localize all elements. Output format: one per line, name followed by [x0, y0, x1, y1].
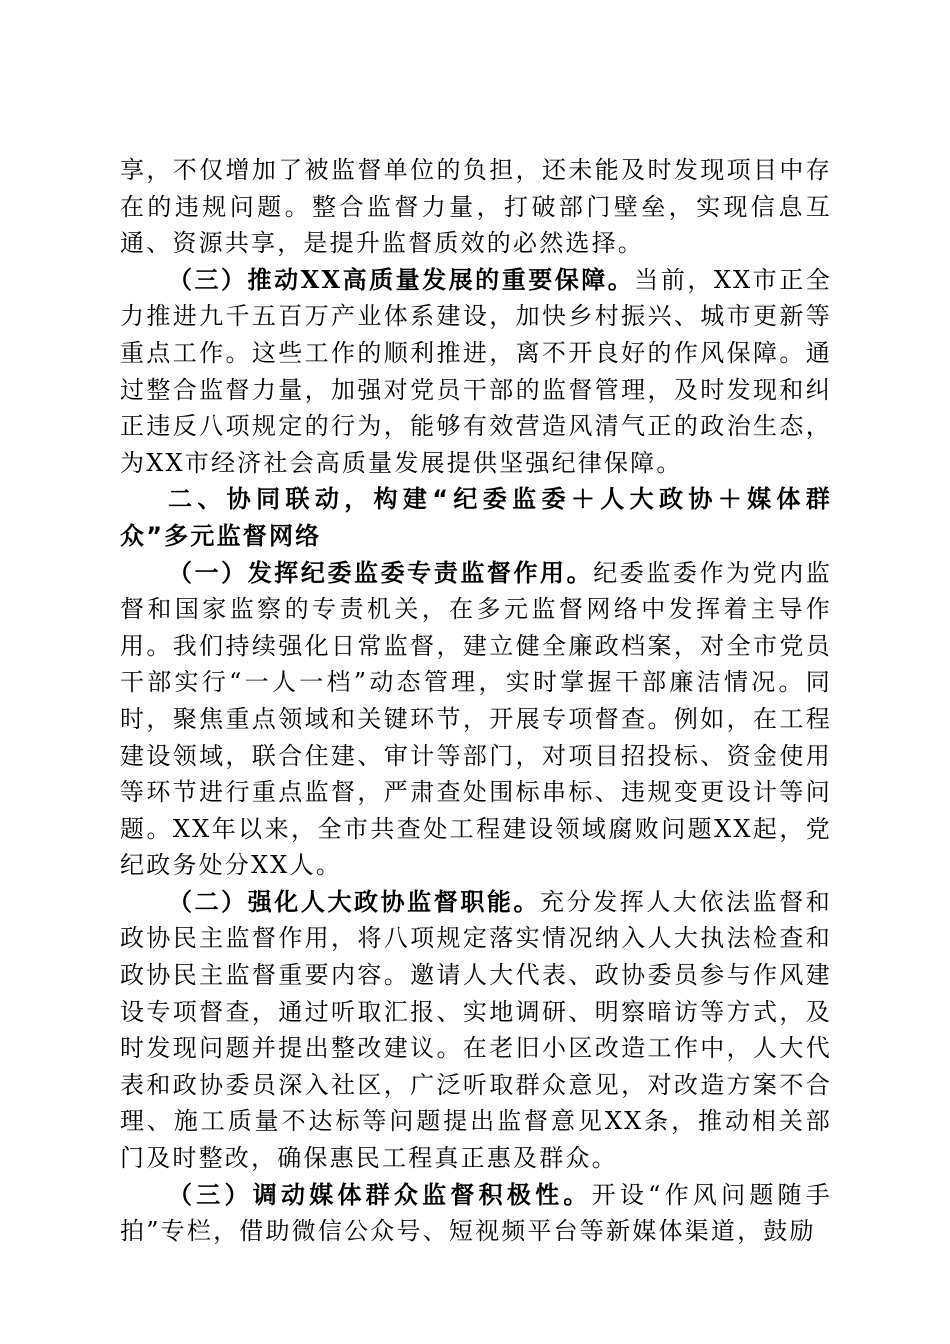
paragraph-discipline-commission	[120, 555, 832, 884]
paragraph-text: 享，不仅增加了被监督单位的负担，还未能及时发现项目中存在的违规问题。整合监督力量，打破部门壁垒，实现信息互通、资源共享，是提升监督质效的必然选择。	[120, 156, 832, 258]
paragraph-guarantee	[120, 262, 832, 482]
paragraph-lead: （二）强化人大政协监督职能。	[168, 886, 541, 916]
paragraph-lead: （三）调动媒体群众监督积极性。	[168, 1179, 592, 1209]
paragraph-text: 充分发挥人大依法监督和政协民主监督作用，将八项规定落实情况纳入人大执法检查和政协民主监督重要内容。邀请人大代表、政协委员参与作风建设专项督查，通过听取汇报、实地调研、明察暗访等方式，及时发现问题并提出整改建议。在老旧小区改造工作中，人大代表和政协委员深入社区，广泛听取群众意见，对改造方案不合理、施工质量不达标等问题提出监督意见XX条，推动相关部门及时整改，确保惠民工程真正惠及群众。	[120, 887, 832, 1173]
paragraph-continuation	[120, 152, 832, 262]
document-page	[120, 152, 832, 1250]
paragraph-lead: （一）发挥纪委监委专责监督作用。	[168, 557, 594, 587]
section-heading: 二、协同联动，构建“纪委监委＋人大政协＋媒体群众”多元监督网络	[120, 485, 832, 550]
paragraph-lead: （三）推动XX高质量发展的重要保障。	[168, 264, 635, 294]
paragraph-media-public	[120, 1177, 832, 1250]
paragraph-npc-cppcc	[120, 884, 832, 1177]
paragraph-text: 纪委监委作为党内监督和国家监察的专责机关，在多元监督网络中发挥着主导作用。我们持续强化日常监督，建立健全廉政档案，对全市党员干部实行“一人一档”动态管理，实时掌握干部廉洁情况。同时，聚焦重点领域和关键环节，开展专项督查。例如，在工程建设领域，联合住建、审计等部门，对项目招投标、资金使用等环节进行重点监督，严肃查处围标串标、违规变更设计等问题。XX年以来，全市共查处工程建设领域腐败问题XX起，党纪政务处分XX人。	[120, 558, 832, 880]
paragraph-text: 开设“作风问题随手拍”专栏，借助微信公众号、短视频平台等新媒体渠道，鼓励	[120, 1180, 832, 1246]
paragraph-text: 当前，XX市正全力推进九千五百万产业体系建设，加快乡村振兴、城市更新等重点工作。这些工作的顺利推进，离不开良好的作风保障。通过整合监督力量，加强对党员干部的监督管理，及时发现和纠正违反八项规定的行为，能够有效营造风清气正的政治生态，为XX市经济社会高质量发展提供坚强纪律保障。	[120, 265, 832, 477]
